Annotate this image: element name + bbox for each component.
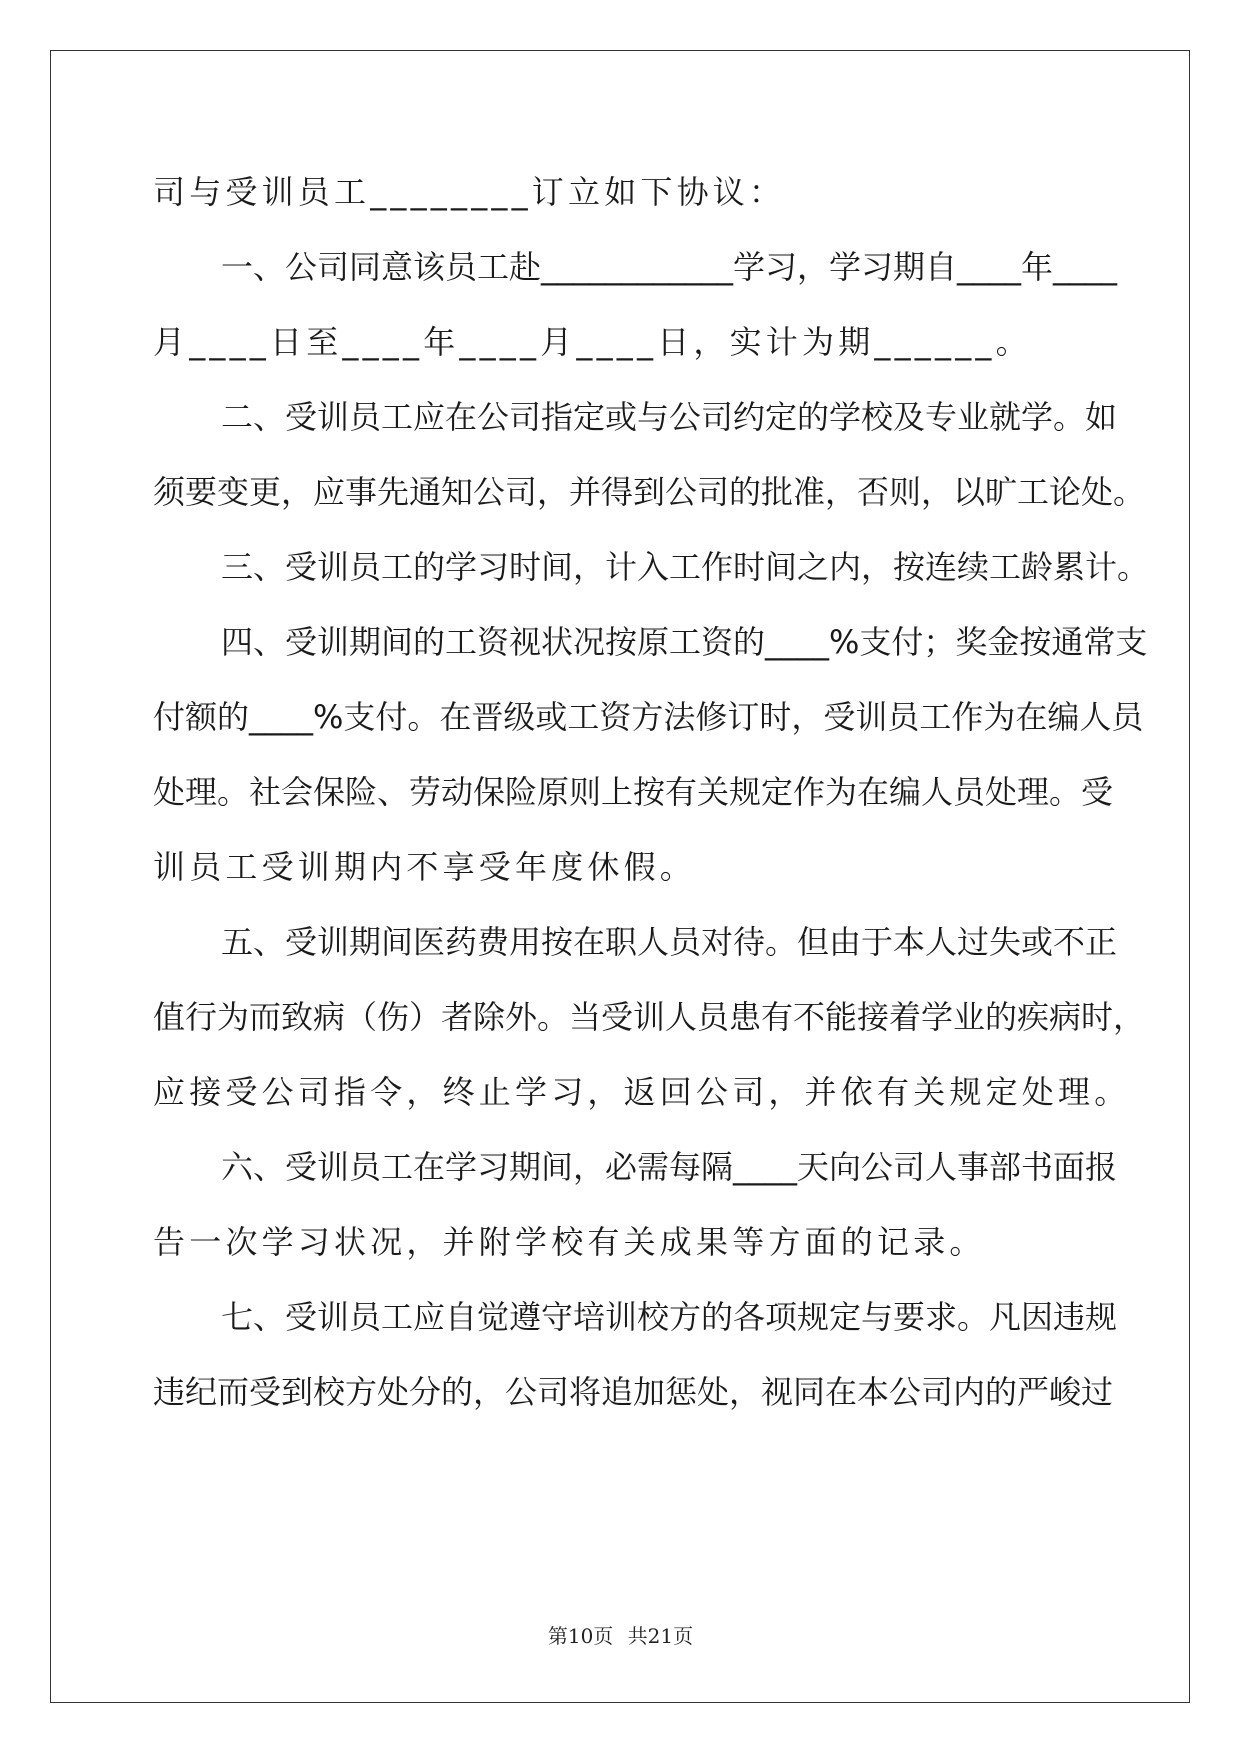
text-line: 处理。社会保险、劳动保险原则上按有关规定作为在编人员处理。受 [153,773,1114,811]
text-line: 告一次学习状况，并附学校有关成果等方面的记录。 [153,1223,986,1261]
text-line: 训员工受训期内不享受年度休假。 [153,848,697,886]
text-line: 付额的____%支付。在晋级或工资方法修订时，受训员工作为在编人员 [153,698,1144,736]
text-line: 司与受训员工________订立如下协议： [153,173,786,211]
text-line: 月____日至____年____月____日，实计为期______。 [153,323,1032,361]
text-line: 违纪而受到校方处分的，公司将追加惩处，视同在本公司内的严峻过 [153,1373,1114,1411]
text-line: 应接受公司指令，终止学习，返回公司，并依有关规定处理。 [153,1073,1131,1111]
document-body [153,155,1150,1430]
text-line: 四、受训期间的工资视状况按原工资的____%支付；奖金按通常支 [221,623,1148,661]
text-line: 须要变更，应事先通知公司，并得到公司的批准，否则，以旷工论处。 [153,473,1146,511]
text-line: 七、受训员工应自觉遵守培训校方的各项规定与要求。凡因违规 [221,1298,1118,1336]
page-number: 第10页 [547,1624,614,1648]
text-line: 三、受训员工的学习时间，计入工作时间之内，按连续工龄累计。 [221,548,1150,586]
text-line: 二、受训员工应在公司指定或与公司约定的学校及专业就学。如 [221,398,1118,436]
page-total: 共21页 [627,1624,694,1648]
text-line: 一、公司同意该员工赴____________学习，学习期自____年____ [221,248,1118,286]
page-footer [0,1620,1241,1649]
text-line: 五、受训期间医药费用按在职人员对待。但由于本人过失或不正 [221,923,1118,961]
text-line: 六、受训员工在学习期间，必需每隔____天向公司人事部书面报 [221,1148,1118,1186]
text-line: 值行为而致病（伤）者除外。当受训人员患有不能接着学业的疾病时， [153,998,1146,1036]
